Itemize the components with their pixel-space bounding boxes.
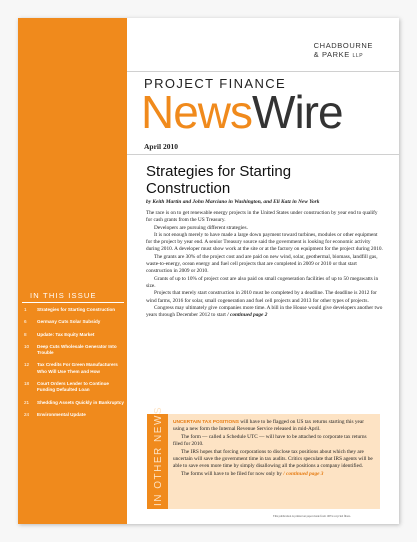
toc-page-number: 12 bbox=[24, 362, 30, 368]
toc-title: Update: Tax Equity Market bbox=[37, 331, 95, 337]
firm-logo bbox=[314, 41, 373, 61]
toc-item[interactable] bbox=[22, 319, 124, 325]
toc-page-number: 8 bbox=[24, 331, 27, 337]
firm-name-line1: CHADBOURNE bbox=[313, 41, 373, 50]
news-text: will have to be flagged on US tax returns starting this year using a new form the Internal Revenue Service released in mid-April. bbox=[173, 419, 364, 433]
article-byline: by Keith Martin and John Marciano in Washington, and Eli Katz in New York bbox=[146, 199, 320, 205]
toc-page-number: 21 bbox=[24, 399, 30, 405]
article-paragraph bbox=[146, 305, 384, 320]
masthead-news: News bbox=[141, 86, 253, 138]
article-body bbox=[146, 210, 384, 319]
toc-page-number: 6 bbox=[24, 319, 27, 325]
toc-title: Environmental Update bbox=[37, 411, 86, 417]
in-other-news-text bbox=[173, 419, 373, 478]
toc-item[interactable] bbox=[22, 381, 124, 394]
divider bbox=[22, 302, 124, 303]
masthead-wire: Wire bbox=[252, 86, 343, 138]
in-this-issue-heading: IN THIS ISSUE bbox=[30, 291, 97, 300]
toc-item[interactable] bbox=[22, 344, 124, 357]
toc-page-number: 1 bbox=[24, 307, 27, 312]
toc-item[interactable] bbox=[22, 307, 124, 313]
toc-item[interactable] bbox=[22, 332, 124, 338]
toc-title: Court Orders Lender to Continue Funding Defaulted Loan bbox=[37, 381, 109, 393]
in-other-news-box bbox=[147, 405, 380, 509]
table-of-contents bbox=[22, 307, 124, 424]
toc-title: Deep Cuts Wholesale Generator Into Trouble bbox=[37, 343, 117, 356]
news-lead: UNCERTAIN TAX POSITIONS bbox=[173, 420, 239, 425]
toc-page-number: 24 bbox=[24, 411, 30, 417]
toc-page-number: 10 bbox=[24, 343, 30, 349]
article-paragraph: Projects that merely start construction in 2010 must be completed by a deadline. The deadline is 2012 for wind farms, 2016 for solar, small cogeneration and fuel cell projects and 2013 for other types of projects. bbox=[146, 290, 377, 304]
news-text: The forms will have to be filed for now only by bbox=[181, 470, 282, 477]
article-paragraph: Developers are pursuing different strategies. bbox=[154, 224, 248, 231]
news-paragraph bbox=[173, 471, 373, 478]
article-paragraph: The race is on to get renewable energy projects in the United States under construction by year end to qualify for cash grants from the US Treasury. bbox=[146, 210, 378, 224]
footer-note: This publication is printed on paper made from 100% recycled fibers. bbox=[273, 515, 351, 518]
masthead-kicker: PROJECT FINANCE bbox=[144, 76, 287, 91]
issue-date: April 2010 bbox=[144, 142, 178, 151]
article-paragraph: It is not enough merely to have made a large down payment toward turbines, modules or other equipment for the project by year end. A senior Treasury source said the government is looking for economic activity during 2010. A developer must show work at the site or at the factory on equipment for the project during 2010. bbox=[146, 231, 383, 253]
firm-llp: LLP bbox=[352, 53, 364, 59]
toc-title: Germany Cuts Solar Subsidy bbox=[37, 319, 101, 325]
news-paragraph bbox=[173, 419, 373, 434]
newsletter-page bbox=[18, 18, 399, 524]
continued-link[interactable]: / continued page 2 bbox=[227, 312, 268, 319]
in-other-news-tab bbox=[147, 405, 168, 509]
toc-title: Strategies for Starting Construction bbox=[37, 307, 116, 312]
toc-item[interactable] bbox=[22, 412, 124, 418]
article-headline: Strategies for Starting Construction bbox=[146, 163, 292, 197]
continued-link[interactable]: / continued page 3 bbox=[283, 470, 324, 477]
toc-title: Tax Credits For Green Manufacturers Who Will Use Them and How bbox=[37, 362, 118, 374]
toc-item[interactable] bbox=[22, 362, 124, 375]
toc-item[interactable] bbox=[22, 400, 124, 406]
orange-sidebar bbox=[18, 18, 127, 524]
toc-page-number: 18 bbox=[24, 381, 30, 387]
in-other-news-label: IN OTHER NEWS bbox=[153, 405, 164, 506]
news-paragraph: The form — called a Schedule UTC — will have to be attached to corporate tax returns filed for 2010. bbox=[173, 433, 367, 448]
news-paragraph: The IRS hopes that forcing corporations to disclose tax positions about which they are uncertain will save the government time in tax audits. Critics speculate that IRS agents will be able to save even more time by simply disallowing all the positions a company identified. bbox=[173, 448, 373, 470]
article-paragraph-text: Congress may ultimately give companies more time. A bill in the House would give developers another two years through December 2012 to start bbox=[146, 304, 383, 319]
divider bbox=[127, 154, 399, 155]
article-paragraph: Grants of up to 10% of project cost are also paid on small cogeneration facilities of up to 50 megawatts in size. bbox=[146, 275, 379, 289]
toc-title: Shedding Assets Quickly in Bankruptcy bbox=[37, 399, 124, 405]
divider bbox=[127, 71, 399, 72]
masthead-title bbox=[141, 86, 343, 138]
article-paragraph: The grants are 30% of the project cost and are paid on new wind, solar, geothermal, biomass, landfill gas, waste-to-energy, ocean energy and fuel cell projects that are completed in 2009 or 2010 or that start construction in 2009 or 2010. bbox=[146, 253, 378, 275]
firm-name-line2: & PARKE bbox=[313, 50, 350, 59]
